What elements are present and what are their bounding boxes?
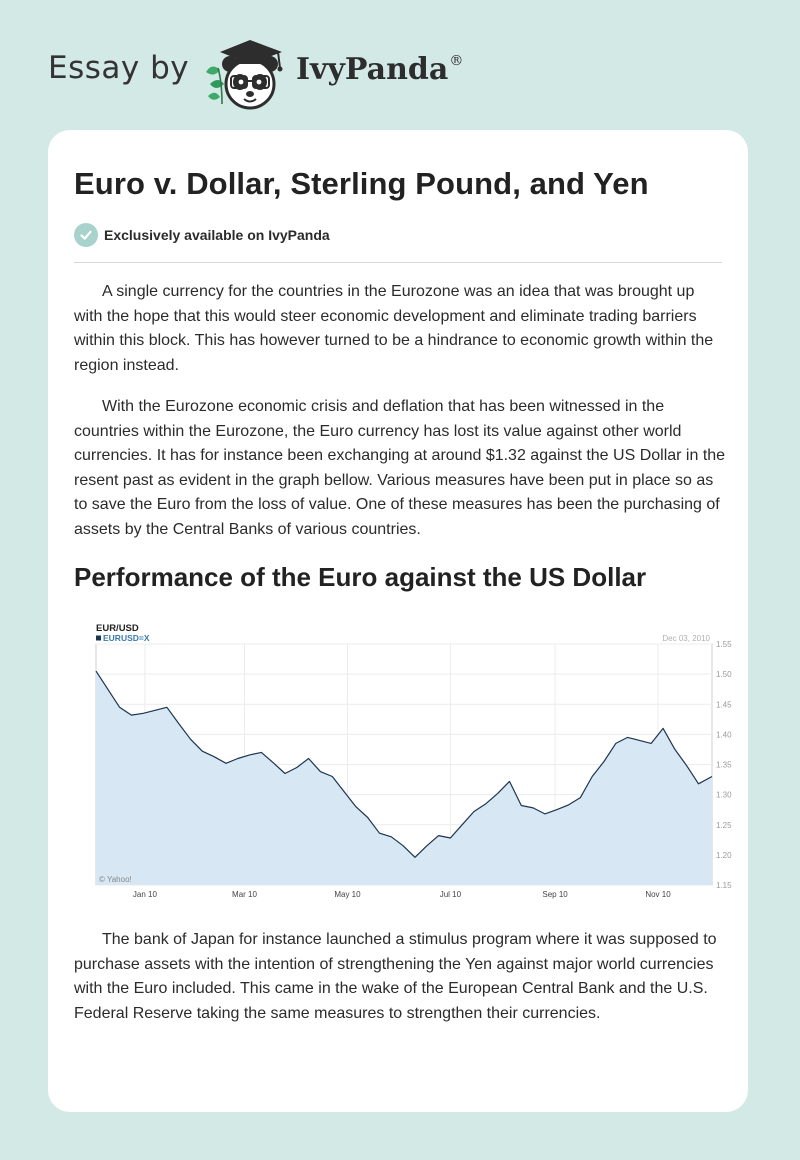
exclusive-label: Exclusively available on IvyPanda — [104, 227, 330, 243]
y-tick-label: 1.25 — [716, 820, 732, 830]
legend-label: EURUSD=X — [103, 633, 150, 643]
paragraph-2: With the Eurozone economic crisis and deflation that has been witnessed in the countries within the Eurozone, the Euro currency has lost its value against other world currencies. It has for instance been exchanging at around $1.32 against the US Dollar in the resent past as evident in the graph bellow. Various measures have been put in place so as to save the Euro from the loss of value. One of these measures has been the purchasing of assets by the Central Banks of various countries. — [74, 398, 726, 538]
paragraph-3: The bank of Japan for instance launched a stimulus program where it was supposed to purchase assets with the intention of strengthening the Yen against major world currencies with the Euro included. This came in the wake of the European Central Bank and the U.S. Federal Reserve taking the same measures to strengthen their currencies. — [74, 931, 717, 1022]
ivypanda-logo[interactable] — [200, 34, 295, 114]
y-tick-label: 1.30 — [716, 790, 732, 800]
chart-watermark: © Yahoo! — [99, 875, 132, 884]
y-tick-label: 1.15 — [716, 881, 732, 890]
page-title: Euro v. Dollar, Sterling Pound, and Yen — [74, 166, 649, 201]
brand-name[interactable] — [296, 52, 463, 87]
x-tick-label: Sep 10 — [542, 890, 568, 899]
site-header — [0, 0, 800, 130]
y-tick-label: 1.45 — [716, 700, 732, 710]
check-icon — [74, 223, 98, 247]
chart-title: EUR/USD — [96, 623, 139, 634]
exclusive-badge — [74, 222, 330, 248]
legend-swatch — [96, 636, 101, 641]
chart-date-label: Dec 03, 2010 — [662, 634, 710, 643]
registered-mark: ® — [449, 53, 464, 69]
panda-mascot-icon — [200, 34, 295, 114]
section-heading: Performance of the Euro against the US Dollar — [74, 562, 647, 592]
x-tick-label: May 10 — [334, 890, 361, 899]
eur-usd-chart — [92, 620, 738, 900]
y-tick-label: 1.35 — [716, 760, 732, 770]
x-tick-label: Mar 10 — [232, 890, 257, 899]
y-tick-label: 1.20 — [716, 850, 732, 860]
x-tick-label: Nov 10 — [645, 890, 671, 899]
x-tick-label: Jul 10 — [439, 890, 462, 899]
essay-card — [48, 130, 748, 1112]
essay-by-label: Essay by — [48, 50, 190, 86]
chart-svg — [92, 620, 738, 900]
paragraph-1: A single currency for the countries in the Eurozone was an idea that was brought up with the hope that this would steer economic development and eliminate trading barriers within this block. This has however turned to be a hindrance to economic growth within the region instead. — [74, 283, 714, 374]
y-tick-label: 1.55 — [716, 640, 732, 649]
x-tick-label: Jan 10 — [132, 890, 157, 899]
y-tick-label: 1.40 — [716, 730, 732, 740]
divider — [74, 262, 722, 263]
brand-text: IvyPanda — [296, 52, 449, 87]
y-tick-label: 1.50 — [716, 670, 732, 680]
